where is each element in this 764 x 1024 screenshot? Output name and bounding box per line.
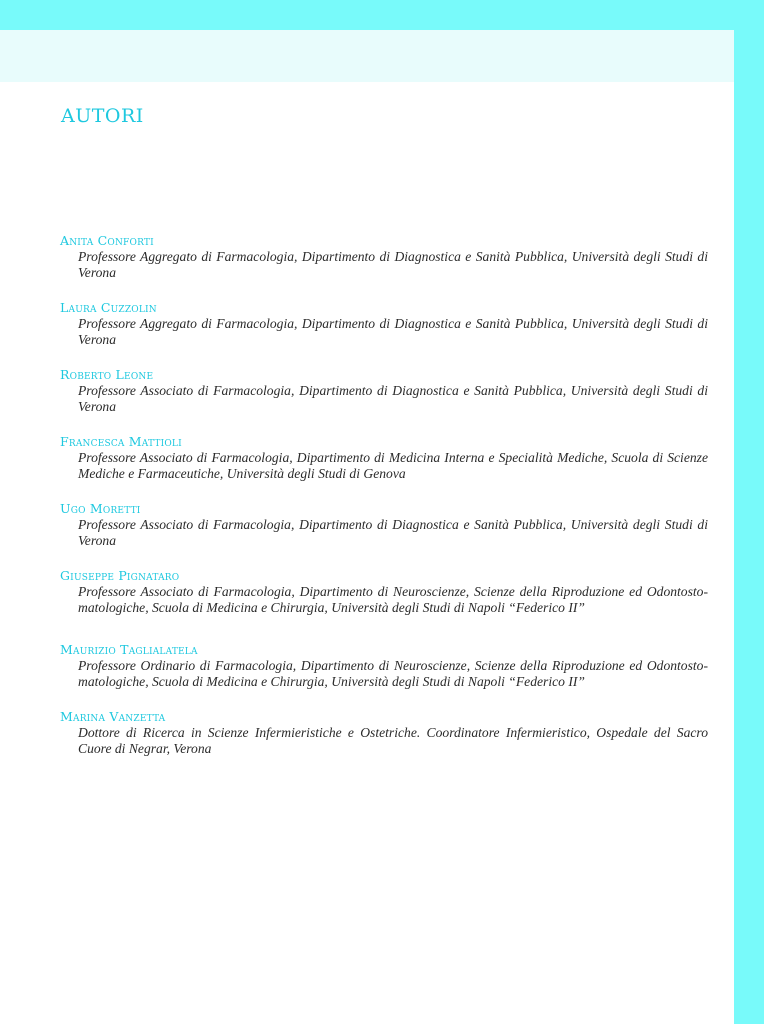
author-affiliation: Professore Associato di Farmacologia, Dipartimento di Medicina Interna e Specialità Mediche, Scuola di Scienze Mediche e Farmaceutiche, Università degli Studi di Genova xyxy=(78,450,708,481)
author-entry xyxy=(60,367,708,415)
top-color-band xyxy=(0,0,764,30)
author-entry xyxy=(60,642,708,690)
author-name: Marina Vanzetta xyxy=(60,709,166,724)
author-name: Anita Conforti xyxy=(60,233,154,248)
right-edge-band xyxy=(734,0,764,1024)
author-name: Roberto Leone xyxy=(60,367,154,382)
author-affiliation: Professore Aggregato di Farmacologia, Dipartimento di Diagnostica e Sanità Pubblica, Università degli Studi di Verona xyxy=(78,249,708,280)
author-affiliation: Professore Aggregato di Farmacologia, Dipartimento di Diagnostica e Sanità Pubblica, Università degli Studi di Verona xyxy=(78,316,708,347)
author-name: Francesca Mattioli xyxy=(60,434,182,449)
page-title: AUTORI xyxy=(61,105,144,127)
author-entry xyxy=(60,300,708,348)
author-affiliation: Professore Associato di Farmacologia, Dipartimento di Neuroscienze, Scienze della Riproduzione ed Odontosto-matologiche, Scuola di Medicina e Chirurgia, Università degli Studi di Napoli “Federico II” xyxy=(78,584,708,615)
author-affiliation: Professore Associato di Farmacologia, Dipartimento di Diagnostica e Sanità Pubblica, Università degli Studi di Verona xyxy=(78,517,708,548)
author-affiliation: Professore Ordinario di Farmacologia, Dipartimento di Neuroscienze, Scienze della Riproduzione ed Odontosto-matologiche, Scuola di Medicina e Chirurgia, Università degli Studi di Napoli “Federico II” xyxy=(78,658,708,689)
author-affiliation: Dottore di Ricerca in Scienze Infermieristiche e Ostetriche. Coordinatore Infermieristico, Ospedale del Sacro Cuore di Negrar, Verona xyxy=(78,725,708,756)
header-light-band xyxy=(0,30,734,82)
author-affiliation: Professore Associato di Farmacologia, Dipartimento di Diagnostica e Sanità Pubblica, Università degli Studi di Verona xyxy=(78,383,708,414)
author-entry xyxy=(60,568,708,616)
author-list xyxy=(60,233,708,757)
author-name: Laura Cuzzolin xyxy=(60,300,157,315)
author-entry xyxy=(60,434,708,482)
author-entry xyxy=(60,501,708,549)
author-name: Ugo Moretti xyxy=(60,501,141,516)
author-name: Giuseppe Pignataro xyxy=(60,568,180,583)
author-entry xyxy=(60,709,708,757)
author-name: Maurizio Taglialatela xyxy=(60,642,198,657)
author-entry xyxy=(60,233,708,281)
